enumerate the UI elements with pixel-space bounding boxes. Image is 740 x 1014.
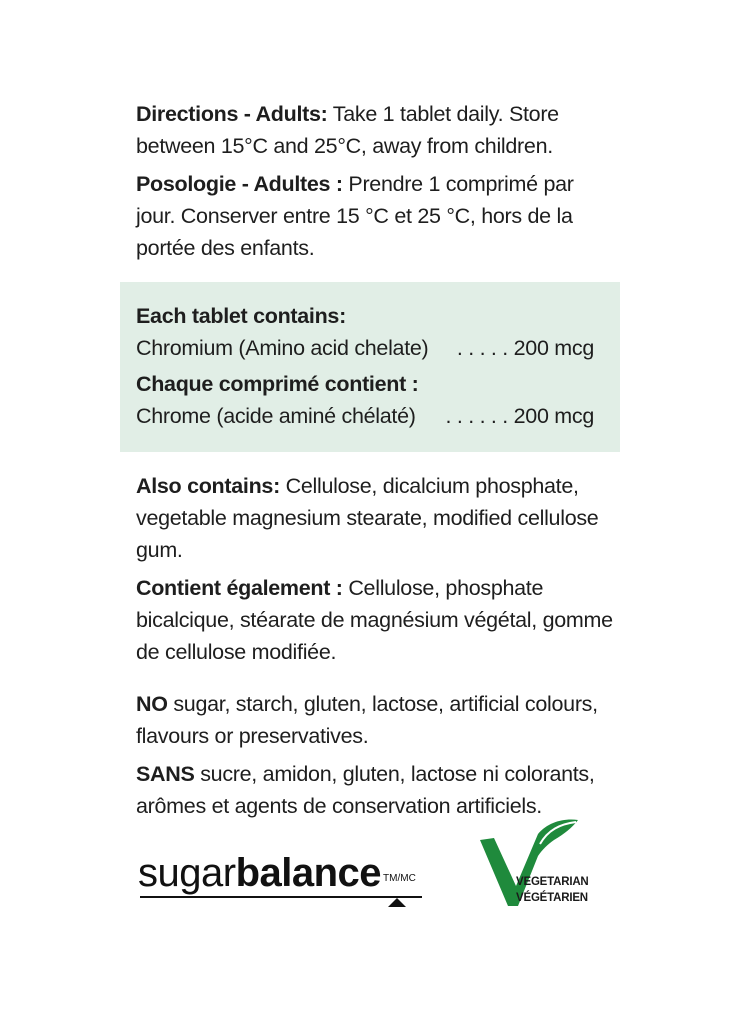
also-contains-fr xyxy=(136,572,616,668)
contains-en-ingredient: Chromium (Amino acid chelate) xyxy=(136,336,429,360)
also-contains-fr-text: Cellulose, phosphate bicalcique, stéarate de magnésium végétal, gomme de cellulose modifiée. xyxy=(136,576,613,664)
vegetarian-label-en: VEGETARIAN xyxy=(516,876,589,888)
directions-en-label: Directions - Adults: xyxy=(136,102,328,126)
contains-fr-amount: . . . . . . 200 mcg xyxy=(445,404,594,428)
also-contains-en xyxy=(136,470,616,566)
vegetarian-label-fr: VÉGÉTARIEN xyxy=(516,892,588,904)
also-contains-en-text: Cellulose, dicalcium phosphate, vegetable magnesium stearate, modified cellulose gum. xyxy=(136,474,599,562)
free-from-en xyxy=(136,688,616,752)
sugarbalance-logo xyxy=(138,848,468,908)
vegetarian-badge xyxy=(478,814,618,914)
free-from-en-text: sugar, starch, gluten, lactose, artificial colours, flavours or preservatives. xyxy=(136,692,598,748)
directions-section xyxy=(136,98,616,270)
also-contains-section xyxy=(136,470,616,674)
directions-fr xyxy=(136,168,616,264)
also-contains-en-label: Also contains: xyxy=(136,474,280,498)
contains-fr-row xyxy=(136,400,594,432)
contains-en-amount: . . . . . 200 mcg xyxy=(456,336,594,360)
contains-fr-ingredient: Chrome (acide aminé chélaté) xyxy=(136,404,416,428)
also-contains-fr-label: Contient également : xyxy=(136,576,343,600)
logo-balance-triangle-icon xyxy=(388,898,406,907)
free-from-section xyxy=(136,688,616,828)
contains-section xyxy=(136,300,616,432)
directions-fr-label: Posologie - Adultes : xyxy=(136,172,343,196)
free-from-fr xyxy=(136,758,616,822)
contains-en-row xyxy=(136,332,594,364)
contains-fr-heading: Chaque comprimé contient : xyxy=(136,372,419,396)
free-from-fr-text: sucre, amidon, gluten, lactose ni colorants, arômes et agents de conservation artificiels. xyxy=(136,762,595,818)
directions-en xyxy=(136,98,616,162)
contains-en-heading: Each tablet contains: xyxy=(136,304,346,328)
logo-underline xyxy=(140,896,422,898)
directions-en-text: Take 1 tablet daily. Store between 15°C and 25°C, away from children. xyxy=(136,102,559,158)
trademark-mark: TM/MC xyxy=(383,873,416,884)
free-from-fr-label: SANS xyxy=(136,762,195,786)
sugarbalance-wordmark: sugarbalance $^{TM/MC}$ xyxy=(138,851,416,895)
free-from-en-label: NO xyxy=(136,692,168,716)
directions-fr-text: Prendre 1 comprimé par jour. Conserver entre 15 °C et 25 °C, hors de la portée des enfants. xyxy=(136,172,574,260)
